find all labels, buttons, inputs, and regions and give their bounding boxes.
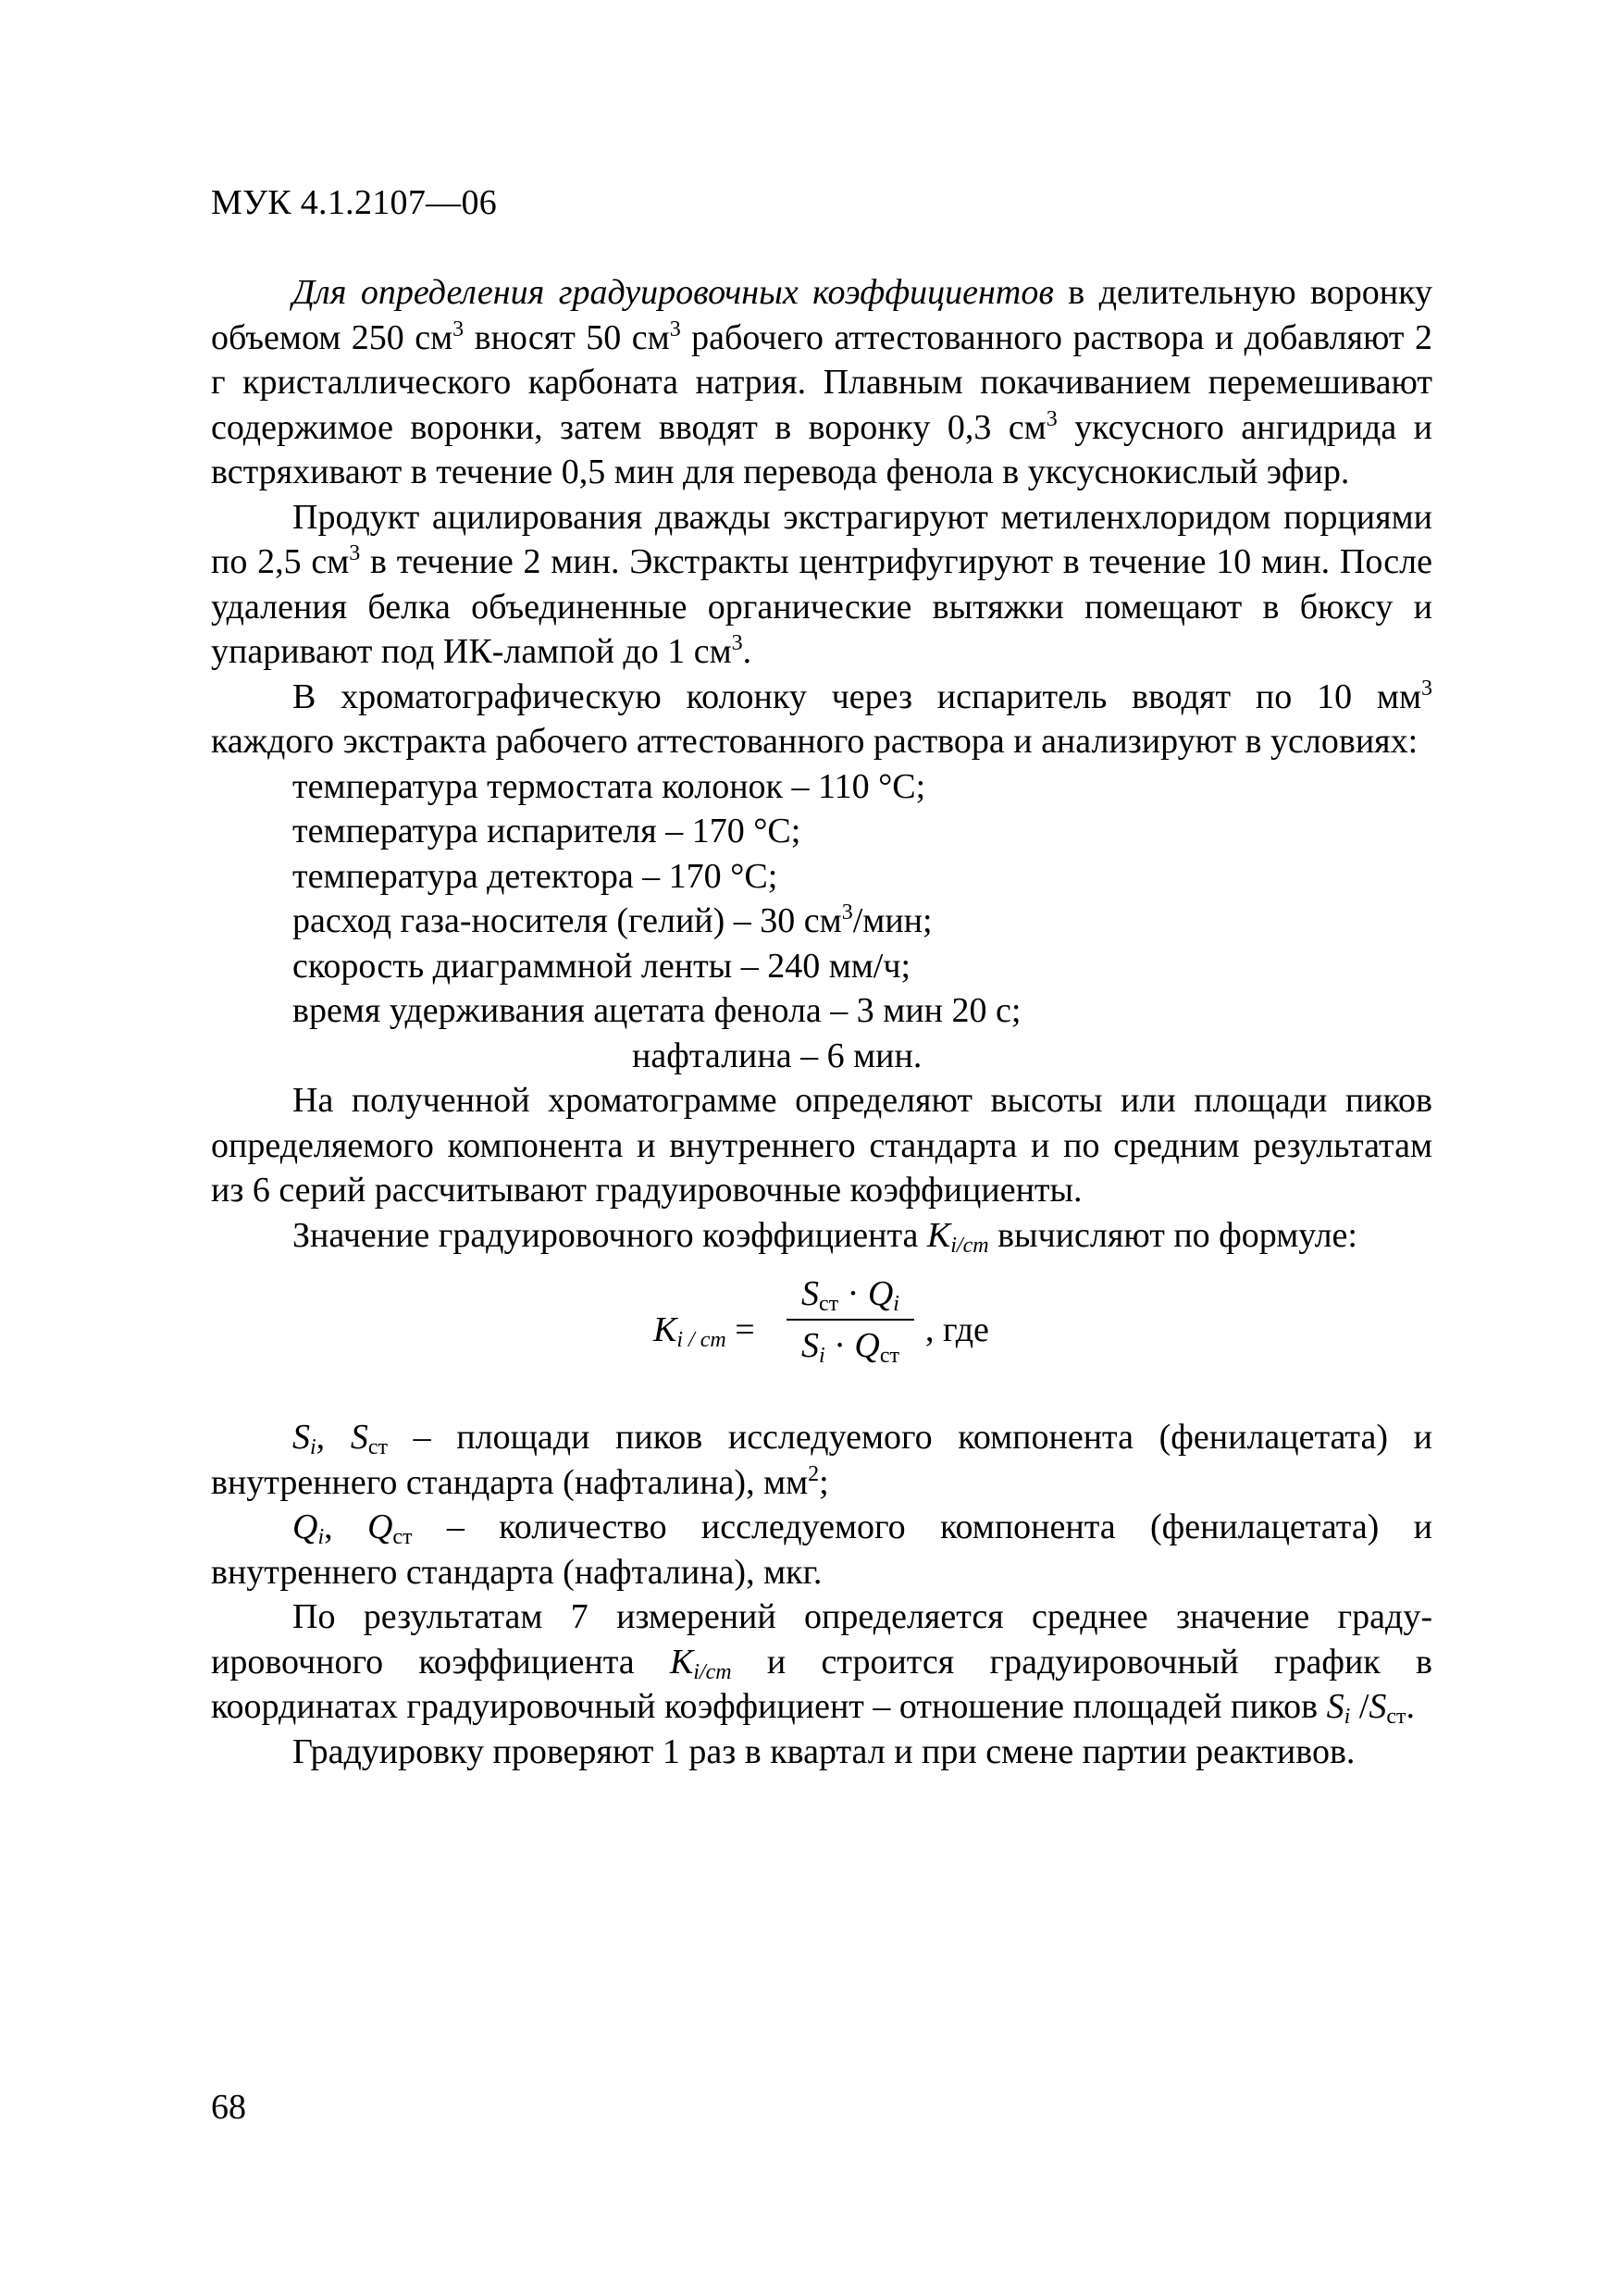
condition-detector-temperature: температура детектора – 170 °С; — [292, 856, 778, 896]
paragraph-calibration-check: Градуировку проверяют 1 раз в квартал и при смене партии реактивов. — [292, 1731, 1356, 1771]
text-run: вычисляют по формуле: — [988, 1215, 1357, 1255]
condition-chart-speed: скорость диаграммной ленты – 240 мм/ч; — [292, 946, 911, 986]
symbol-k: K — [669, 1642, 694, 1682]
paragraph-formula-intro — [211, 1213, 1432, 1259]
superscript-cube: 3 — [731, 631, 743, 655]
text-run: . — [742, 632, 752, 671]
superscript-cube: 3 — [669, 316, 681, 341]
fraction-denominator: $S_i \cdot Q_{ст}$ — [801, 1326, 899, 1368]
text-run: Продукт ацилирования дважды экстрагируют метиленхлоридом порциями по 2,5 см — [211, 497, 1432, 581]
superscript-cube: 3 — [1046, 406, 1058, 431]
document-body — [211, 270, 1432, 1774]
definition-quantities: $Q_i$, $Q_{ст}$ – количество исследуемого компонента (фенилацетата) и внутреннего стандарта (нафталина), мкг. — [211, 1508, 1432, 1592]
equals-sign: = — [725, 1310, 755, 1349]
subscript: i/ст — [950, 1233, 989, 1258]
text-run: В хроматографическую колонку через испаритель вводят по 10 мм — [292, 676, 1421, 716]
fraction-numerator: $S_{ст} \cdot Q_i$ — [801, 1274, 899, 1316]
paragraph-chromatography-injection — [211, 675, 1432, 764]
superscript-cube: 3 — [1421, 676, 1432, 701]
paragraph-calibration-graph: По результатам 7 измерений определяется среднее значение градуировочного коэффициента $K_{i/ст}$ и строится градуировочный график в координатах градуировочный коэффициент – отношение площадей пиков $S_i$ $/S_{ст}$. — [211, 1597, 1432, 1729]
page-number: 68 — [211, 2088, 246, 2127]
superscript-square: 2 — [808, 1461, 820, 1486]
condition-carrier-gas-flow — [211, 899, 1432, 944]
symbol-k: K — [926, 1215, 951, 1255]
paragraph-chromatogram-evaluation: На полученной хроматограмме определяют высоты или площади пиков определяемого компонента и внутреннего стандарта и по средним результатам из 6 серий рассчитывают градуировочные коэффициенты. — [211, 1081, 1432, 1210]
document-code-header: МУК 4.1.2107—06 — [211, 183, 498, 222]
text-run: в течение 2 мин. Экстракты центрифугируют в течение 10 мин. После удаления белка объединенные органические вытяжки помещают в бюксу и упаривают под ИК-лампой до 1 см — [211, 542, 1433, 671]
text-run: расход газа-носителя (гелий) – 30 см — [292, 901, 842, 940]
paragraph-calibration-procedure — [211, 270, 1432, 495]
text-run: каждого экстракта рабочего аттестованного раствора и анализируют в условиях: — [211, 722, 1419, 761]
condition-column-temperature: температура термостата колонок – 110 °С; — [292, 766, 926, 806]
calibration-coefficient-formula — [211, 1263, 1432, 1402]
superscript-cube: 3 — [841, 900, 853, 925]
text-run: вносят 50 см — [464, 317, 670, 357]
text-run: в делительную воронку объемом 250 см — [211, 273, 1432, 357]
definition-peak-areas: $S_i$, $S_{ст}$ – площади пиков исследуемого компонента (фенилацетата) и внутреннего стандарта (нафталина), $мм^2$; — [211, 1418, 1433, 1502]
paragraph-lead-italic: Для определения градуировочных коэффициентов — [292, 273, 1054, 312]
text-run: уксусного ангидрида и встряхивают в течение 0,5 мин для перевода фенола в уксуснокислый эфир. — [211, 407, 1432, 491]
formula-lhs — [653, 1308, 755, 1353]
formula-where: , где — [925, 1310, 989, 1349]
superscript-cube: 3 — [349, 541, 361, 565]
subscript: i / ст — [676, 1328, 726, 1352]
symbol-k: K — [653, 1310, 677, 1349]
condition-retention-time-phenol-acetate: время удерживания ацетата фенола – 3 мин 20 с; — [292, 991, 1022, 1030]
condition-retention-time-naphthalene: нафталина – 6 мин. — [632, 1036, 923, 1075]
condition-evaporator-temperature: температура испарителя – 170 °С; — [292, 812, 801, 850]
text-run: рабочего аттестованного раствора и добавляют 2 г кристаллического карбоната натрия. Плавным покачиванием перемешивают содержимое воронки, затем вводят в воронку 0,3 см — [211, 317, 1433, 447]
text-run: /мин; — [852, 901, 933, 940]
fraction-bar — [787, 1319, 914, 1321]
superscript-cube: 3 — [452, 316, 465, 341]
text-run: Значение градуировочного коэффициента — [292, 1215, 927, 1255]
paragraph-extraction — [211, 495, 1432, 675]
formula-fraction — [787, 1271, 914, 1369]
